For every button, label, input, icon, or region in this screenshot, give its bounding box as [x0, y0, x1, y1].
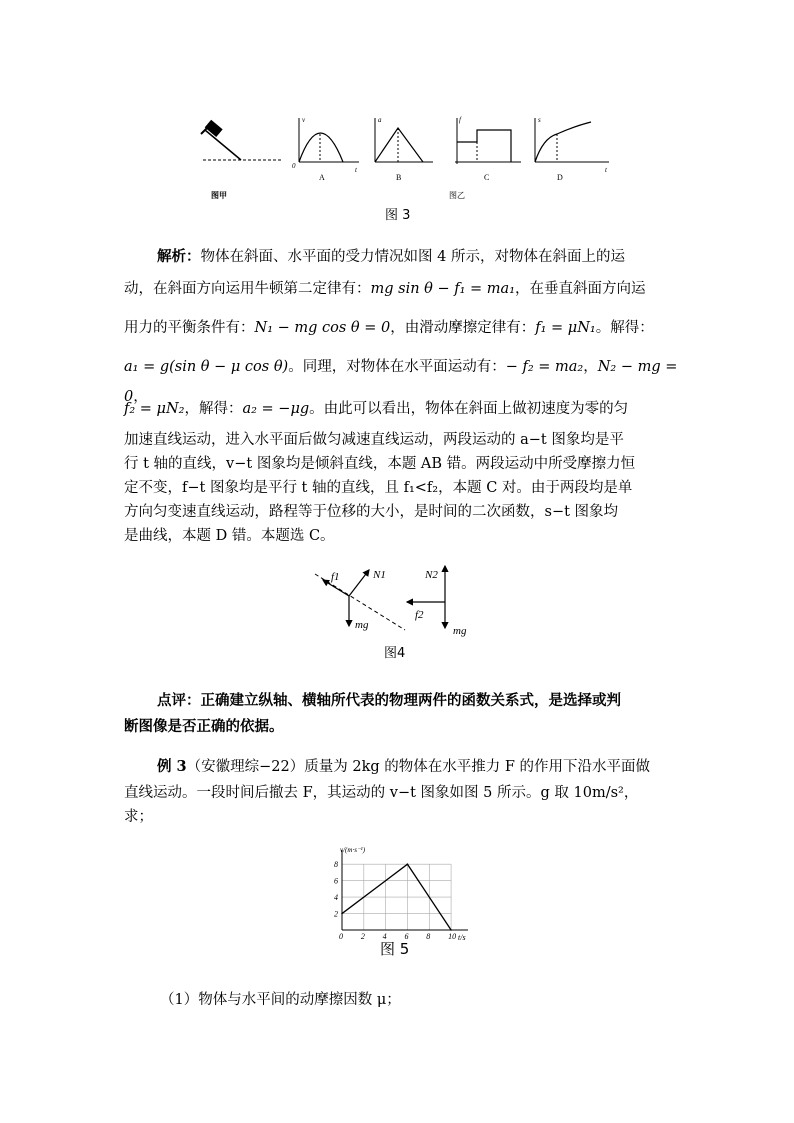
fig4-caption: 图4 [384, 646, 406, 661]
fig3-a-ylabel: v [302, 116, 306, 124]
formula-newton-incline: mg sin θ − f₁ = ma₁ [370, 281, 516, 297]
figure-4 [305, 560, 485, 640]
analysis-line-1 [124, 242, 672, 272]
formula-friction-2: f₂ = μN₂ [124, 401, 185, 417]
fig3-panel-d [535, 118, 609, 162]
fig5-data-point [407, 863, 409, 865]
analysis-line-6: 加速直线运动，进入水平面后做匀减速直线运动，两段运动的 a−t 图象均是平 [124, 432, 624, 448]
fig5-caption: 图 5 [380, 940, 410, 958]
fig4-label-n1: N1 [373, 569, 386, 581]
fig3-label-a: A [319, 173, 325, 182]
text-span: 动，在斜面方向运用牛顿第二定律有： [124, 281, 371, 297]
fig3-panel-b [375, 118, 433, 162]
fig3-label-b: B [396, 173, 402, 182]
analysis-line-2 [124, 274, 672, 304]
text-span: 。同理，对物体在水平面运动有： [288, 359, 506, 375]
fig3-panel-c [455, 118, 521, 164]
analysis-line-5 [124, 394, 672, 424]
fig3-panel-a [299, 118, 359, 162]
figure-5-vt-chart [320, 842, 480, 952]
fig5-x-tick-label: 2 [360, 932, 365, 941]
analysis-text: 物体在斜面、水平面的受力情况如图 4 所示，对物体在斜面上的运 [200, 249, 625, 265]
fig5-y-tick-label: 6 [334, 876, 338, 886]
formula-friction-1: f₁ = μN₁ [535, 320, 596, 336]
text-span: ，在垂直斜面方向运 [515, 281, 646, 297]
fig5-data-point [450, 929, 452, 931]
fig3-a-xlabel: t [355, 166, 357, 174]
example3-label: 例 3 [157, 758, 187, 775]
fig3-label-c: C [484, 173, 490, 182]
text-span: ， [133, 389, 148, 405]
fig5-y-tick-label: 8 [334, 860, 338, 870]
fig5-x-tick-label: 6 [404, 932, 409, 941]
fig5-x-tick-label: 4 [382, 932, 387, 941]
fig3-label-jia: 图甲 [211, 191, 227, 200]
example3-text: （安徽理综−22）质量为 2kg 的物体在水平推力 F 的作用下沿水平面做 [186, 759, 651, 775]
fig4-label-f2: f2 [415, 609, 424, 621]
text-span: ，解得： [184, 401, 243, 417]
fig5-y-tick-label: 2 [334, 909, 338, 919]
fig4-label-n2: N2 [425, 569, 438, 581]
formula-normal-balance: N₁ − mg cos θ = 0 [254, 320, 391, 336]
fig5-xlabel: t/s [458, 933, 466, 942]
fig5-y-tick-label: 4 [334, 893, 338, 903]
fig3-c-ylabel: f [459, 116, 461, 124]
comment-label: 点评： [157, 692, 201, 709]
analysis-line-3 [124, 313, 672, 343]
comment-text: 正确建立纵轴、横轴所代表的物理两件的函数关系式，是选择或判 [200, 692, 621, 709]
fig3-a-origin: 0 [292, 162, 296, 170]
fig4-label-mg-2: mg [453, 625, 467, 637]
fig3-b-ylabel: a [378, 116, 382, 124]
analysis-label: 解析： [157, 248, 201, 265]
fig3-caption: 图 3 [385, 208, 411, 223]
analysis-line-9: 方向匀变速直线运动，路程等于位移的大小，是时间的二次函数，s−t 图象均 [124, 504, 619, 520]
fig5-ticks [334, 860, 456, 941]
fig5-ylabel: v/(m·s⁻¹) [340, 846, 366, 854]
fig5-x-tick-label: 10 [448, 932, 457, 941]
formula-a2: a₂ = −μg [242, 401, 310, 417]
fig3-d-ylabel: s [538, 116, 541, 124]
comment-line-2: 断图像是否正确的依据。 [124, 718, 284, 735]
text-span: ，由滑动摩擦定律有： [390, 320, 536, 336]
formula-newton-horizontal: − f₂ = ma₂ [505, 359, 584, 375]
figure-3 [195, 108, 615, 206]
text-span: ， [583, 359, 598, 375]
question-1: （1）物体与水平间的动摩擦因数 μ； [160, 992, 401, 1008]
text-span: 。由此可以看出，物体在斜面上做初速度为零的匀 [309, 401, 629, 417]
text-span: 。解得： [595, 320, 654, 336]
text-span: 用力的平衡条件有： [124, 320, 255, 336]
fig3-d-xlabel: t [605, 166, 607, 174]
formula-normal-2: N₂ − mg = 0 [124, 359, 678, 405]
analysis-line-8: 定不变，f−t 图象均是平行 t 轴的直线，且 f₁<f₂，本题 C 对。由于两段均是单 [124, 480, 633, 496]
fig3-incline-sketch [201, 120, 281, 160]
fig4-label-f1: f1 [331, 571, 340, 583]
fig5-grid [342, 864, 451, 930]
analysis-line-7: 行 t 轴的直线，v−t 图象均是倾斜直线，本题 AB 错。两段运动中所受摩擦力恒 [124, 456, 636, 472]
fig5-x-tick-label: 0 [339, 932, 343, 941]
fig4-label-mg-1: mg [355, 619, 369, 631]
fig5-data-point [341, 913, 343, 915]
fig5-x-tick-label: 8 [426, 932, 431, 941]
example3-line-3: 求； [124, 809, 153, 825]
fig3-label-yi: 图乙 [449, 191, 465, 200]
fig5-axes [342, 850, 468, 930]
fig3-label-d: D [557, 173, 563, 182]
analysis-line-10: 是曲线，本题 D 错。本题选 C。 [124, 528, 335, 544]
example3-line-2: 直线运动。一段时间后撤去 F，其运动的 v−t 图象如图 5 所示。g 取 10m/s²， [124, 785, 639, 801]
formula-a1: a₁ = g(sin θ − μ cos θ) [124, 359, 289, 375]
